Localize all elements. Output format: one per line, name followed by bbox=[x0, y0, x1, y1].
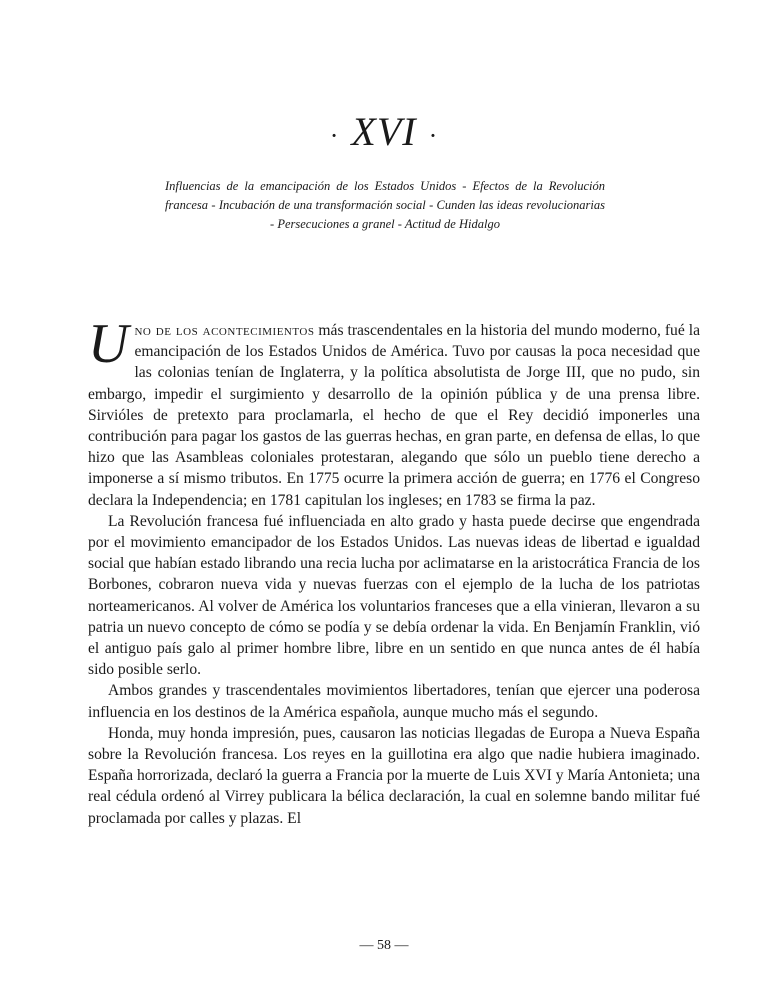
heading-dot-left: · bbox=[329, 120, 340, 150]
chapter-numeral: XVI bbox=[351, 109, 417, 154]
paragraph-1-text: más trascendentales en la historia del mundo moderno, fué la emancipación de los Estados Unidos de América. Tuvo por causas la poca necesidad que las colonias tenían de Inglaterra, y la política absolutista de Jorge III, que no pudo, sin embargo, impedir el surgimiento y desarrollo de la opinión pública y de una prensa libre. Sirvióles de pretexto para proclamarla, el hecho de que el Rey decidió imponerles una contribución para pagar los gastos de las guerras hechas, en gran parte, en defensa de ellas, lo que hizo que las Asambleas coloniales protestaran, alegando que sólo un pueblo tiene derecho a imponerse a sí mismo tributos. En 1775 ocurre la primera acción de guerra; en 1776 el Congreso declara la Independencia; en 1781 capitulan los ingleses; en 1783 se firma la paz. bbox=[88, 322, 700, 509]
paragraph-2: La Revolución francesa fué influenciada en alto grado y hasta puede decirse que engendrada por el movimiento emancipador de los Estados Unidos. Las nuevas ideas de libertad e igualdad social que habían estado librando una recia lucha por aclimatarse en la aristocrática Francia de los Borbones, cobraron nueva vida y nuevas fuerzas con el ejemplo de la lucha de los patriotas norteamericanos. Al volver de América los voluntarios franceses que a ella vinieran, llevaron a su patria un nuevo concepto de cómo se podía y se debía ordenar la vida. En Benjamín Franklin, vió el antiguo país galo al primer hombre libre, libre en un sentido en que nunca antes de él había sido posible serlo. bbox=[88, 512, 700, 679]
paragraph-1 bbox=[88, 313, 700, 511]
paragraph-4: Honda, muy honda impresión, pues, causaron las noticias llegadas de Europa a Nueva España sobre la Revolución francesa. Los reyes en la guillotina era algo que nadie hubiera imaginado. España horrorizada, declaró la guerra a Francia por la muerte de Luis XVI y María Antonieta; una real cédula ordenó al Virrey publicara la bélica declaración, la cual en solemne bando militar fué proclamada por calles y plazas. El bbox=[88, 724, 700, 827]
heading-dot-right: · bbox=[428, 120, 439, 150]
page-number: — 58 — bbox=[359, 938, 409, 953]
chapter-body bbox=[88, 313, 700, 829]
opening-smallcaps: no de los acontecimientos bbox=[134, 322, 315, 339]
paragraph-3: Ambos grandes y trascendentales movimientos libertadores, tenían que ejercer una poderosa influencia en los destinos de la América española, aunque mucho más el segundo. bbox=[88, 682, 700, 721]
chapter-summary: Influencias de la emancipación de los Estados Unidos - Efectos de la Revolución francesa - Incubación de una transformación social - Cunden las ideas revolucionarias - Persecuciones a granel - Actitud de Hidalgo bbox=[165, 179, 605, 231]
drop-cap: U bbox=[88, 313, 129, 375]
chapter-heading bbox=[0, 108, 768, 160]
